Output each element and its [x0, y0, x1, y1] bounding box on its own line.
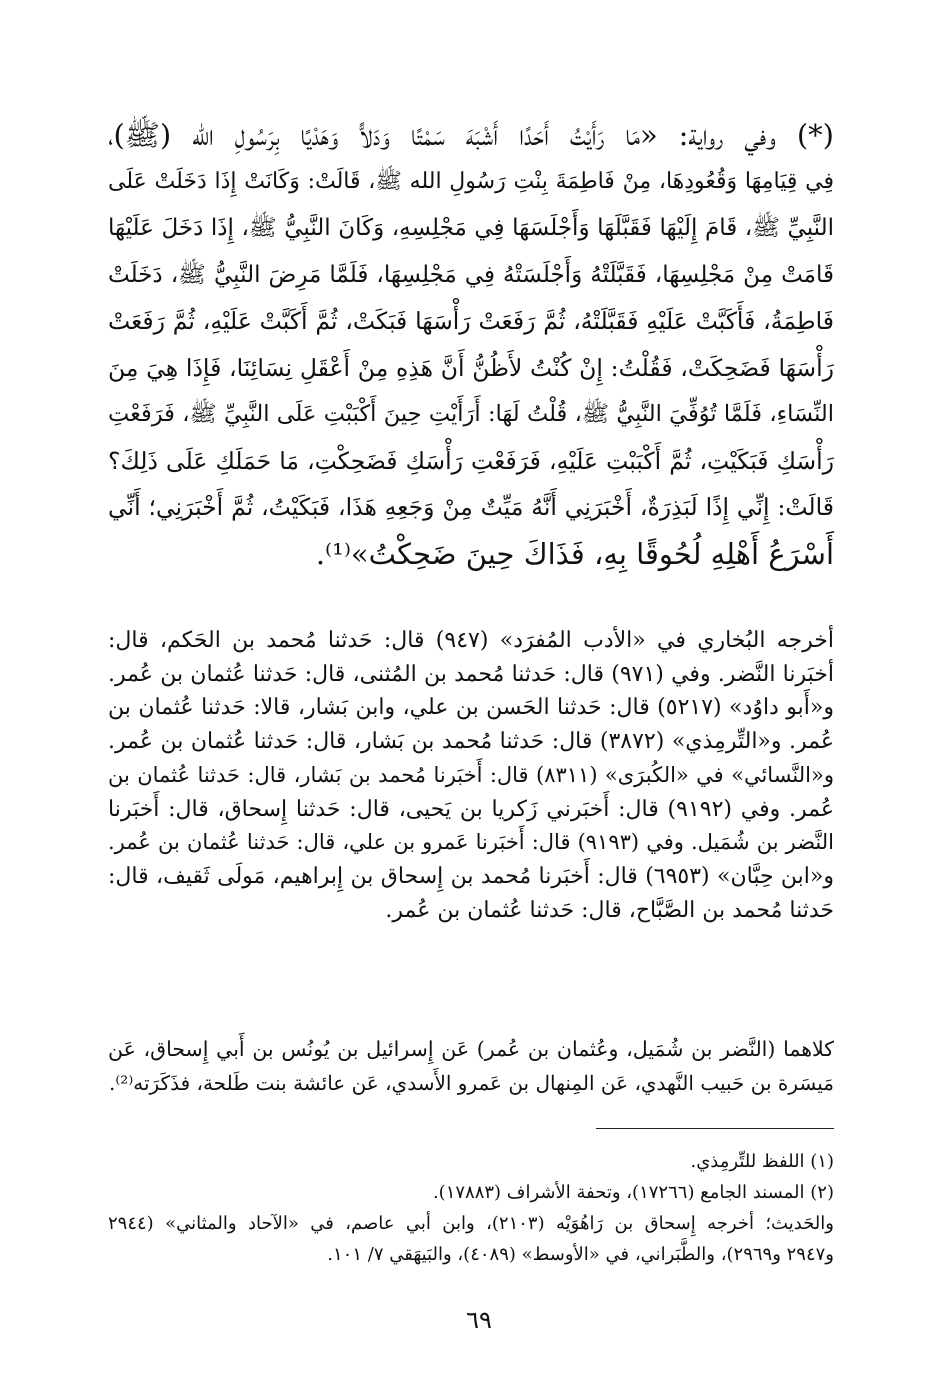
- hadith-line: النِّسَاءِ، فَلَمَّا تُوُفِّيَ النَّبِيُّ ﷺ، قُلْتُ لَهَا: أَرَأَيْتِ حِينَ أَكْبَبْتِ عَلَى النَّبِيِّ ﷺ، فَرَفَعْتِ: [108, 401, 834, 427]
- hadith-line: فَاطِمَةُ، فَأَكَبَّتْ عَلَيْهِ فَقَبَّلَتْهُ، ثُمَّ رَفَعَتْ رَأْسَهَا فَبَكَتْ، ثُمَّ أَكَبَّتْ عَلَيْهِ، ثُمَّ رَفَعَتْ: [108, 307, 834, 335]
- takhrij-line: أخرجه البُخاري في «الأدب المُفرَد» (٩٤٧) قال: حَدثنا مُحمد بن الحَكم، قال:: [108, 628, 834, 653]
- takhrij-line: و«ابن حِبَّان» (٦٩٥٣) قال: أَخبَرنا مُحمد بن إِسحاق بن إِبراهيم، مَولَى ثَقيف، قال:: [108, 863, 834, 889]
- hadith-line: النَّبِيِّ ﷺ، قَامَ إِلَيْهَا فَقَبَّلَهَا وَأَجْلَسَهَا فِي مَجْلِسِهِ، وَكَانَ النَّبِيُّ ﷺ، إِذَا دَخَلَ عَلَيْهَا: [108, 215, 834, 241]
- footnotes: [108, 1146, 834, 1270]
- footnote-line: (١) اللفظ للتِّرمِذي.: [690, 1151, 834, 1172]
- hadith-line: قَالَتْ: إِنِّي إِذًا لَبَذِرَةٌ، أَخْبَرَنِي أَنَّهُ مَيِّتٌ مِنْ وَجَعِهِ هَذَا، فَبَكَيْتُ، ثُمَّ أَخْبَرَنِي؛ أَنِّي: [108, 493, 834, 521]
- hadith-line: قَامَتْ مِنْ مَجْلِسِهَا، فَقَبَّلَتْهُ وَأَجْلَسَتْهُ فِي مَجْلِسِهَا، فَلَمَّا مَرِضَ النَّبِيُّ ﷺ، دَخَلَتْ: [108, 261, 834, 288]
- hadith-line: فِي قِيَامِهَا وَقُعُودِهَا، مِنْ فَاطِمَةَ بِنْتِ رَسُولِ الله ﷺ، قَالَتْ: وَكَانَتْ إِذَا دَخَلَتْ عَلَى: [108, 168, 834, 194]
- takhrij-line: أخبَرنا النَّضر. وفي (٩٧١) قال: حَدثنا مُحمد بن المُثنى، قال: حَدثنا عُثمان بن عُمر.: [108, 661, 834, 687]
- footnote-line: (٢) المسند الجامع (١٧٢٦٦)، وتحفة الأشراف (١٧٨٨٣).: [432, 1182, 834, 1203]
- footnote-divider: [596, 1128, 834, 1129]
- isnad-line: كلاهما (النَّضر بن شُمَيل، وعُثمان بن عُمر) عَن إِسرائيل بن يُونُس بن أَبي إِسحاق، عَن: [108, 1037, 834, 1061]
- isnad-line: مَيسَرة بن حَبيب النَّهدي، عَن المِنهال بن عَمرو الأَسدي، عَن عائشة بنت طَلحة، فذَكَرَته⁽²⁾.: [109, 1071, 834, 1095]
- takhrij-line: و«أَبو داوُد» (٥٢١٧) قال: حَدثنا الحَسن بن علي، وابن بَشار، قالا: حَدثنا عُثمان بن: [108, 695, 834, 721]
- hadith-line: (*) وفي رواية: «مَا رَأَيْتُ أَحَدًا أَشْبَهَ سَمْتًا وَدَلاًّ وَهَدْيًا بِرَسُولِ الله (ﷺ)،: [108, 118, 834, 152]
- footnote-line: و٢٩٤٧ و٢٩٦٩)، والطَّبَراني، في «الأوسط» (٤٠٨٩)، والبَيهَقي ٧/ ١٠١.: [327, 1244, 834, 1265]
- hadith-line: أَسْرَعُ أَهْلِهِ لُحُوقًا بِهِ، فَذَاكَ حِينَ ضَحِكْتُ»⁽¹⁾.: [315, 536, 834, 571]
- hadith-text: [108, 112, 834, 577]
- takhrij-line: النَّضر بن شُمَيل. وفي (٩١٩٣) قال: أَخبَرنا عَمرو بن علي، قال: حَدثنا عُثمان بن عُمر.: [108, 830, 834, 855]
- takhrij-line: حَدثنا مُحمد بن الصَّبَّاح، قال: حَدثنا عُثمان بن عُمر.: [385, 897, 834, 923]
- hadith-line: رَأْسَهَا فَضَحِكَتْ، فَقُلْتُ: إِنْ كُنْتُ لأَظُنُّ أَنَّ هَذِهِ مِنْ أَعْقَلِ نِسَائِنَا، فَإِذَا هِيَ مِنَ: [108, 353, 834, 382]
- page-number: ٦٩: [466, 1306, 492, 1334]
- footnote-line: والحَديث؛ أخرجه إِسحاق بن رَاهُوَيْه (٢١٠٣)، وابن أبي عاصم، في «الآحاد والمثاني» (٢٩٤٤: [108, 1213, 834, 1234]
- takhrij-line: عُمر. وفي (٩١٩٢) قال: أَخبَرني زَكريا بن يَحيى، قال: حَدثنا إِسحاق، قال: أَخبَرنا: [108, 796, 834, 822]
- isnad-paragraph: [108, 1032, 834, 1100]
- takhrij-line: عُمر. و«التِّرمِذي» (٣٨٧٢) قال: حَدثنا مُحمد بن بَشار، قال: حَدثنا عُثمان بن عُمر.: [108, 729, 834, 755]
- page-content: [108, 112, 834, 1334]
- takhrij-line: و«النَّسائي» في «الكُبرَى» (٨٣١١) قال: أَخبَرنا مُحمد بن بَشار، قال: حَدثنا عُثمان بن: [108, 762, 834, 787]
- takhrij-paragraph: [108, 624, 834, 927]
- hadith-line: رَأْسَكِ فَبَكَيْتِ، ثُمَّ أَكْبَبْتِ عَلَيْهِ، فَرَفَعْتِ رَأْسَكِ فَضَحِكْتِ، مَا حَمَلَكِ عَلَى ذَلِكَ؟: [108, 446, 834, 475]
